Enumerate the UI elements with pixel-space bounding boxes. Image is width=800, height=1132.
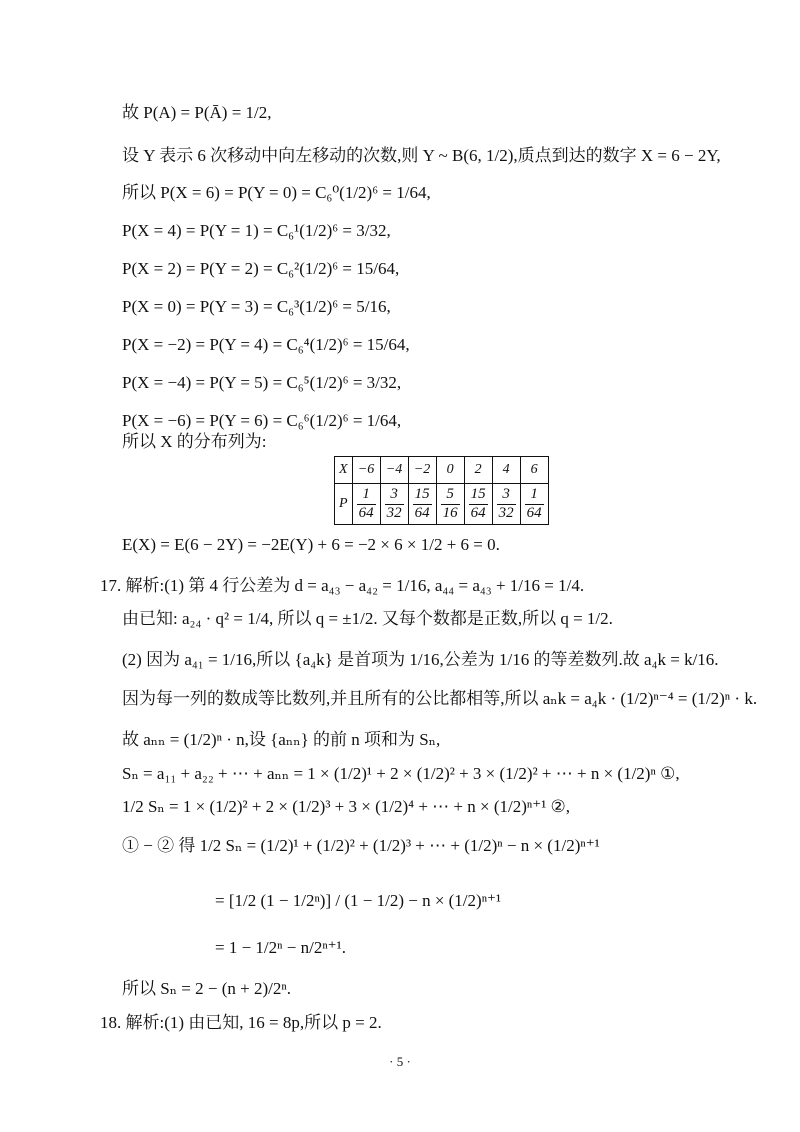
table-header-p: P <box>335 484 353 525</box>
line-17: Sₙ = a₁₁ + a₂₂ + ⋯ + aₙₙ = 1 × (1/2)¹ + 2 × (1/2)² + 3 × (1/2)² + ⋯ + n × (1/2)ⁿ ①, <box>122 764 680 783</box>
line-11: E(X) = E(6 − 2Y) = −2E(Y) + 6 = −2 × 6 × 1/2 + 6 = 0. <box>122 535 500 554</box>
line-10: 所以 X 的分布列为: <box>122 432 267 451</box>
table-row-x <box>335 457 549 484</box>
table-cell: −6 <box>352 457 380 484</box>
table-cell <box>464 484 492 525</box>
table-row-p <box>335 484 549 525</box>
line-4: P(X = 4) = P(Y = 1) = C₆¹(1/2)⁶ = 3/32, <box>122 221 391 240</box>
line-6: P(X = 0) = P(Y = 3) = C₆³(1/2)⁶ = 5/16, <box>122 297 391 316</box>
line-12: 17. 解析:(1) 第 4 行公差为 d = a₄₃ − a₄₂ = 1/16, a₄₄ = a₄₃ + 1/16 = 1/4. <box>100 576 585 595</box>
line-20: = [1/2 (1 − 1/2ⁿ)] / (1 − 1/2) − n × (1/2)ⁿ⁺¹ <box>215 891 502 910</box>
frac-num: 1 <box>525 487 544 505</box>
frac-den: 64 <box>470 504 486 521</box>
frac-den: 32 <box>498 504 514 521</box>
frac-num: 15 <box>413 487 432 505</box>
distribution-table <box>334 456 549 525</box>
table-cell: 0 <box>436 457 464 484</box>
line-5: P(X = 2) = P(Y = 2) = C₆²(1/2)⁶ = 15/64, <box>122 259 400 278</box>
table-cell: 6 <box>520 457 548 484</box>
table-cell <box>436 484 464 525</box>
line-7: P(X = −2) = P(Y = 4) = C₆⁴(1/2)⁶ = 15/64, <box>122 335 410 354</box>
frac-num: 3 <box>385 487 404 505</box>
table-header-x: X <box>335 457 353 484</box>
page-number: · 5 · <box>389 1054 411 1069</box>
line-23: 18. 解析:(1) 由已知, 16 = 8p,所以 p = 2. <box>100 1013 382 1032</box>
line-18: 1/2 Sₙ = 1 × (1/2)² + 2 × (1/2)³ + 3 × (1/2)⁴ + ⋯ + n × (1/2)ⁿ⁺¹ ②, <box>122 797 571 816</box>
table-cell <box>380 484 408 525</box>
table-cell: 4 <box>492 457 520 484</box>
frac-num: 3 <box>497 487 516 505</box>
line-9: P(X = −6) = P(Y = 6) = C₆⁶(1/2)⁶ = 1/64, <box>122 411 402 430</box>
table-cell <box>408 484 436 525</box>
frac-num: 1 <box>357 487 376 505</box>
table-cell <box>520 484 548 525</box>
line-19: ① − ② 得 1/2 Sₙ = (1/2)¹ + (1/2)² + (1/2)³ + ⋯ + (1/2)ⁿ − n × (1/2)ⁿ⁺¹ <box>122 836 600 855</box>
table-cell <box>492 484 520 525</box>
table-cell: −2 <box>408 457 436 484</box>
line-3: 所以 P(X = 6) = P(Y = 0) = C₆⁰(1/2)⁶ = 1/64, <box>122 183 431 202</box>
line-21: = 1 − 1/2ⁿ − n/2ⁿ⁺¹. <box>215 938 346 957</box>
line-8: P(X = −4) = P(Y = 5) = C₆⁵(1/2)⁶ = 3/32, <box>122 373 402 392</box>
frac-den: 32 <box>386 504 402 521</box>
line-22: 所以 Sₙ = 2 − (n + 2)/2ⁿ. <box>122 979 291 998</box>
frac-den: 16 <box>442 504 458 521</box>
frac-num: 15 <box>469 487 488 505</box>
line-15: 因为每一列的数成等比数列,并且所有的公比都相等,所以 aₙk = a₄k · (1/2)ⁿ⁻⁴ = (1/2)ⁿ · k. <box>122 689 758 708</box>
frac-den: 64 <box>414 504 430 521</box>
line-13: 由已知: a₂₄ · q² = 1/4, 所以 q = ±1/2. 又每个数都是正数,所以 q = 1/2. <box>122 609 613 628</box>
frac-den: 64 <box>526 504 542 521</box>
table-cell: −4 <box>380 457 408 484</box>
table-cell <box>352 484 380 525</box>
frac-num: 5 <box>441 487 460 505</box>
table-cell: 2 <box>464 457 492 484</box>
frac-den: 64 <box>358 504 374 521</box>
line-2: 设 Y 表示 6 次移动中向左移动的次数,则 Y ~ B(6, 1/2),质点到达的数字 X = 6 − 2Y, <box>122 146 721 165</box>
line-14: (2) 因为 a₄₁ = 1/16,所以 {a₄k} 是首项为 1/16,公差为 1/16 的等差数列.故 a₄k = k/16. <box>122 650 719 669</box>
line-1: 故 P(A) = P(Ā) = 1/2, <box>122 103 272 122</box>
line-16: 故 aₙₙ = (1/2)ⁿ · n,设 {aₙₙ} 的前 n 项和为 Sₙ, <box>122 730 441 749</box>
